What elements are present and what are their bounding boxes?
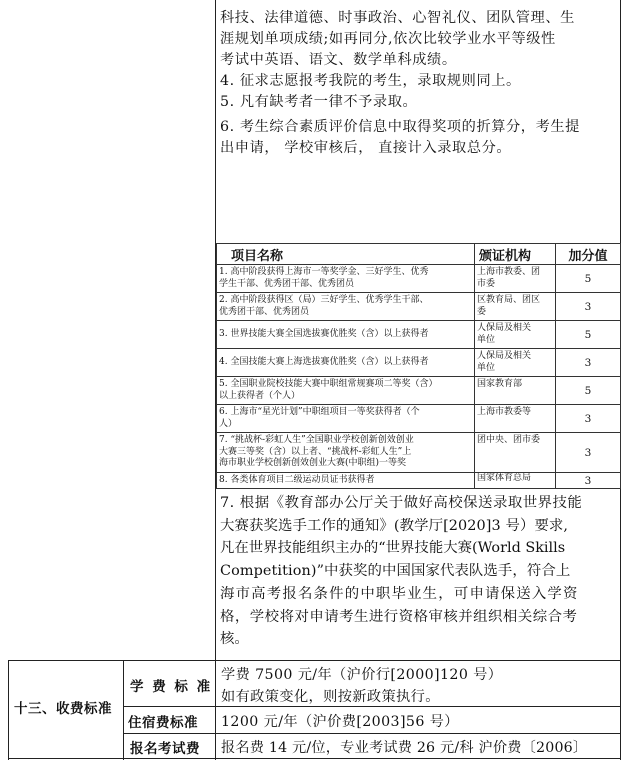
award-org-line: 人保局及相关 — [477, 323, 532, 333]
award-points: 5 — [556, 321, 621, 349]
award-points: 3 — [556, 293, 621, 321]
awards-table-header — [217, 244, 621, 265]
award-name-line: 8. 各类体育项目二级运动员证书获得者 — [219, 474, 375, 485]
column-divider-1 — [123, 660, 124, 760]
rule-line: 考试中英语、语文、数学单科成绩。 — [220, 52, 457, 68]
header-project-name: 项目名称 — [217, 244, 475, 265]
rule-line: 科技、法律道德、时事政治、心智礼仪、团队管理、生 — [220, 10, 575, 26]
exam-fee-label: 报名考试费 — [130, 741, 200, 757]
award-org-line: 上海市教委、团 — [477, 267, 541, 277]
award-name-line: 1. 高中阶段获得上海市一等奖学金、三好学生、优秀 — [219, 267, 429, 277]
award-org-line: 市委 — [477, 278, 496, 289]
award-points: 5 — [556, 265, 621, 293]
table-row — [217, 473, 621, 489]
award-points: 3 — [556, 473, 621, 489]
award-name-line: 海市职业学校创新创效创业大赛(中职组)一等奖 — [219, 458, 407, 469]
award-org — [475, 321, 556, 349]
table-row — [217, 433, 621, 473]
tuition-line: 学费 7500 元/年（沪价行[2000]120 号） — [221, 667, 503, 683]
accommodation-label: 住宿费标准 — [128, 715, 198, 731]
table-row — [217, 321, 621, 349]
award-name-line: 2. 高中阶段获得区（局）三好学生、优秀学生干部、 — [219, 295, 429, 305]
award-name-line: 6. 上海市“星光计划”中职组项目一等奖获得者（个 — [219, 407, 420, 417]
paragraph-line: Competition)”中获奖的中国国家代表队选手，符合上 — [220, 563, 571, 580]
award-org — [475, 473, 556, 489]
header-bonus-points: 加分值 — [556, 244, 621, 265]
exam-fee: 报名费 14 元/位，专业考试费 26 元/科 沪价费〔2006〕 — [221, 740, 588, 756]
award-name — [217, 473, 475, 489]
rule-line: 出申请， 学校审核后， 直接计入录取总分。 — [220, 140, 512, 156]
award-org-line: 区教育局、团区 — [477, 295, 541, 305]
header-issuing-org: 颁证机构 — [475, 244, 556, 265]
award-org — [475, 405, 556, 433]
fee-section-label: 十三、收费标准 — [14, 701, 112, 717]
award-name-line: 7. “挑战杯-彩虹人生”全国职业学校创新创效创业 — [219, 435, 414, 446]
award-name-line: 以上获得者（个人） — [219, 390, 301, 401]
world-skills-paragraph — [220, 492, 618, 651]
award-name-line: 3. 世界技能大赛全国选拔赛优胜奖（含）以上获得者 — [219, 328, 429, 339]
award-name-line: 学生干部、优秀团干部、优秀团员 — [219, 278, 355, 289]
paragraph-line: 7. 根据《教育部办公厅关于做好高校保送录取世界技能 — [220, 495, 583, 511]
award-name — [217, 293, 475, 321]
tuition-line: 如有政策变化，则按新政策执行。 — [221, 689, 440, 705]
fee-bottom-line — [8, 758, 620, 759]
tuition-label: 学 费 标 准 — [130, 679, 213, 695]
table-left-border — [8, 660, 9, 760]
award-org — [475, 377, 556, 405]
award-org-line: 单位 — [477, 362, 496, 373]
award-name — [217, 433, 475, 473]
award-org-line: 国家教育部 — [477, 379, 523, 389]
rule-line: 6. 考生综合素质评价信息中取得奖项的折算分，考生提 — [220, 119, 580, 135]
award-name-line: 优秀团干部、优秀团员 — [219, 306, 310, 317]
award-name — [217, 265, 475, 293]
rule-line: 4. 征求志愿报考我院的考生，录取规则同上。 — [220, 73, 521, 89]
award-points: 3 — [556, 405, 621, 433]
fee-top-line — [8, 660, 620, 661]
award-name — [217, 349, 475, 377]
paragraph-line: 核。 — [220, 631, 249, 648]
award-name — [217, 405, 475, 433]
table-row — [217, 293, 621, 321]
fee-line-2 — [123, 706, 620, 707]
paragraph-line: 海市高考报名条件的中职毕业生，可申请保送入学资 — [220, 585, 579, 602]
award-org — [475, 349, 556, 377]
award-name-line: 大赛三等奖（含）以上者、“挑战杯-彩虹人生”上 — [219, 446, 412, 457]
admission-rules-text — [220, 8, 616, 159]
accommodation-fee: 1200 元/年（沪价费[2003]56 号） — [221, 714, 459, 730]
rule-line: 5. 凡有缺考者一律不予录取。 — [220, 94, 418, 110]
award-org-line: 委 — [477, 306, 487, 317]
award-points: 3 — [556, 349, 621, 377]
award-org-line: 国家体育总局 — [477, 473, 532, 483]
paragraph-line: 凡在世界技能组织主办的“世界技能大赛(World Skills — [220, 540, 566, 557]
award-name-line: 人） — [219, 418, 238, 429]
paragraph-line: 大赛获奖选手工作的通知》(教学厅[2020]3 号）要求, — [220, 517, 569, 534]
award-org-line: 单位 — [477, 334, 496, 345]
award-name-line: 4. 全国技能大赛上海选拔赛优胜奖（含）以上获得者 — [219, 356, 429, 367]
rule-line: 涯规划单项成绩;如再同分,依次比较学业水平等级性 — [220, 31, 556, 47]
table-row — [217, 265, 621, 293]
paragraph-line: 格，学校将对申请考生进行资格审核并组织相关综合考 — [220, 608, 578, 625]
fee-line-3 — [123, 733, 620, 734]
award-org-line: 上海市教委等 — [477, 407, 532, 417]
table-row — [217, 349, 621, 377]
award-org — [475, 265, 556, 293]
award-name — [217, 321, 475, 349]
award-name-line: 5. 全国职业院校技能大赛中职组常规赛项二等奖（含） — [219, 379, 438, 389]
table-row — [217, 405, 621, 433]
award-name — [217, 377, 475, 405]
table-row — [217, 377, 621, 405]
award-org — [475, 433, 556, 473]
award-org-line: 团中央、团市委 — [477, 435, 541, 445]
award-points: 3 — [556, 433, 621, 473]
award-org — [475, 293, 556, 321]
awards-table — [216, 243, 621, 489]
award-points: 5 — [556, 377, 621, 405]
award-org-line: 人保局及相关 — [477, 351, 532, 361]
